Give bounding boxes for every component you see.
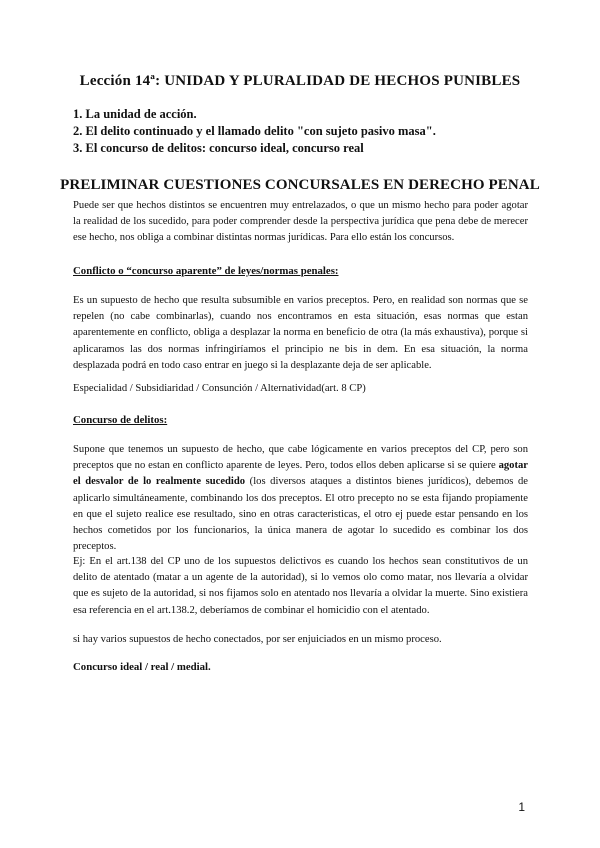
concurso-bold-text: agotar el desvalor de lo realmente sucedido — [73, 460, 528, 488]
section-title: PRELIMINAR CUESTIONES CONCURSALES EN DERECHO PENAL — [60, 177, 540, 193]
final-heading: Concurso ideal / real / medial. — [73, 661, 211, 673]
topic-item: 1. La unidad de acción. — [73, 107, 197, 121]
conflict-heading: Conflicto o “concurso aparente” de leyes/normas penales: — [73, 265, 339, 277]
connected-line: si hay varios supuestos de hecho conectados, por ser enjuiciados en un mismo proceso. — [73, 634, 442, 645]
example-paragraph: Ej: En el art.138 del CP uno de los supuestos delictivos es cuando los hechos sean constitutivos de un delito de atentado (matar a un agente de la autoridad), si lo vemos olo como matar, nos llevaría a olvidar que es sujeto de la autoridad, si nos fijamos solo en atentado nos llevaría a olvidar la muerte. Sino existiera esa referencia en el art.138.2, deberíamos de combinar el homicidio con el atentado. — [73, 556, 528, 616]
topic-item: 3. El concurso de delitos: concurso ideal, concurso real — [73, 141, 364, 155]
page-number: 1 — [518, 800, 525, 814]
topics-list — [73, 106, 436, 157]
principles-line: Especialidad / Subsidiaridad / Consunción / Alternatividad(art. 8 CP) — [73, 383, 366, 394]
topic-item: 2. El delito continuado y el llamado delito "con sujeto pasivo masa". — [73, 124, 436, 138]
concurso-heading: Concurso de delitos: — [73, 414, 168, 426]
concurso-text-b: (los diversos ataques a distintos bienes jurídicos), debemos de aplicarlo simultáneamente, combinando los dos preceptos. El otro precepto no se esta fijando propiamente en que el sujeto realice ese resultado, sino en otras caracteristicas, el otro ej puede estar pensando en los hechos cometidos por los funcionarios, la única manera de agotar lo sucedido es combinar los dos preceptos. — [73, 476, 528, 553]
concurso-paragraph — [73, 442, 528, 555]
intro-paragraph: Puede ser que hechos distintos se encuentren muy entrelazados, o que un mismo hecho para poder agotar la realidad de los sucedido, para poder comprender desde la perspectiva jurídica que pena debe de merecer ese hecho, nos obliga a combinar distintas normas jurídicas. Para ello están los concursos. — [73, 200, 528, 244]
conflict-paragraph: Es un supuesto de hecho que resulta subsumible en varios preceptos. Pero, en realidad son normas que se repelen (no cabe combinarlas), cuando nos encontramos en esta situación, esas normas que estan aparentemente en conflicto, obliga a desplazar la norma en beneficio de otra (la más exhaustiva), porque si aplicaramos las dos normas infringiríamos el principio ne bis in dem. En esa situación, la norma desplazada podrá en todo caso entrar en juego si la desplazante deja de ser aplicable. — [73, 295, 528, 371]
concurso-text-a: Supone que tenemos un supuesto de hecho, que cabe lógicamente en varios preceptos del CP, pero son preceptos que no estan en conflicto aparente de leyes. Pero, todos ellos deben aplicarse si se quiere — [73, 444, 528, 472]
lesson-title: Lección 14ª: UNIDAD Y PLURALIDAD DE HECHOS PUNIBLES — [79, 73, 521, 89]
